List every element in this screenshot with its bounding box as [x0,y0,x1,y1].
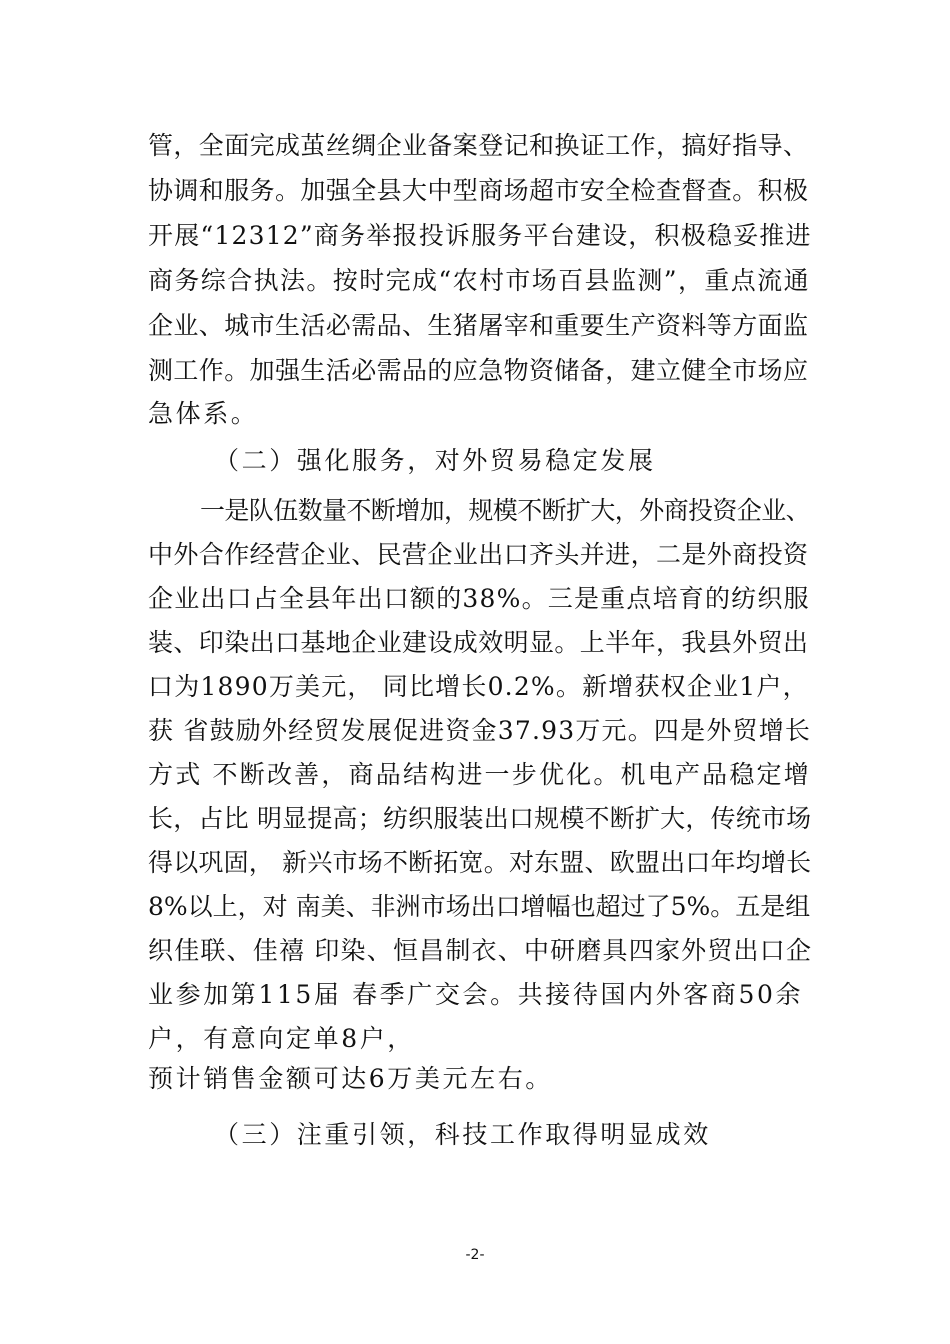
paragraph-1-line: 企业、城市生活必需品、生猪屠宰和重要生产资料等方面监 [148,311,809,340]
paragraph-2-line: 得以巩固， 新兴市场不断拓宽。对东盟、欧盟出口年均增长 [148,848,812,877]
paragraph-2-line: 方式 不断改善，商品结构进一步优化。机电产品稳定增 [148,760,811,789]
paragraph-2-line: 一是队伍数量不断增加，规模不断扩大，外商投资企业、 [200,496,811,525]
paragraph-1-line: 协调和服务。加强全县大中型商场超市安全检查督查。积极 [148,176,809,205]
paragraph-2-line: 获 省鼓励外经贸发展促进资金37.93万元。四是外贸增长 [148,716,812,745]
paragraph-1-line: 商务综合执法。按时完成“农村市场百县监测”，重点流通 [148,266,810,295]
paragraph-2-line: 业参加第115届 春季广交会。共接待国内外客商50余 [148,980,804,1009]
paragraph-2-line: 中外合作经营企业、民营企业出口齐头并进，二是外商投资 [148,540,809,569]
paragraph-2-line: 织佳联、佳禧 印染、恒昌制衣、中研磨具四家外贸出口企 [148,936,813,965]
paragraph-2-line: 预计销售金额可达6万美元左右。 [148,1064,553,1093]
page-number: -2- [465,1247,485,1263]
paragraph-1-line: 急体系。 [148,399,259,428]
paragraph-2-line: 长，占比 明显提高；纺织服装出口规模不断扩大，传统市场 [148,804,812,833]
paragraph-1-line: 测工作。加强生活必需品的应急物资储备，建立健全市场应 [148,356,809,385]
section-heading-3: （三）注重引领，科技工作取得明显成效 [214,1120,711,1149]
paragraph-1-line: 管，全面完成茧丝绸企业备案登记和换证工作，搞好指导、 [148,131,809,160]
paragraph-2-line: 装、印染出口基地企业建设成效明显。上半年，我县外贸出 [148,628,809,657]
paragraph-2-line: 企业出口占全县年出口额的38%。三是重点培育的纺织服 [148,584,810,613]
paragraph-2-line: 户，有意向定单8户， [148,1024,415,1053]
paragraph-1-line: 开展“12312”商务举报投诉服务平台建设，积极稳妥推进 [148,221,812,250]
paragraph-2-line: 8%以上，对 南美、非洲市场出口增幅也超过了5%。五是组 [148,892,811,921]
paragraph-2-line: 口为1890万美元， 同比增长0.2%。新增获权企业1户， [148,672,809,701]
section-heading-2: （二）强化服务，对外贸易稳定发展 [214,446,656,475]
